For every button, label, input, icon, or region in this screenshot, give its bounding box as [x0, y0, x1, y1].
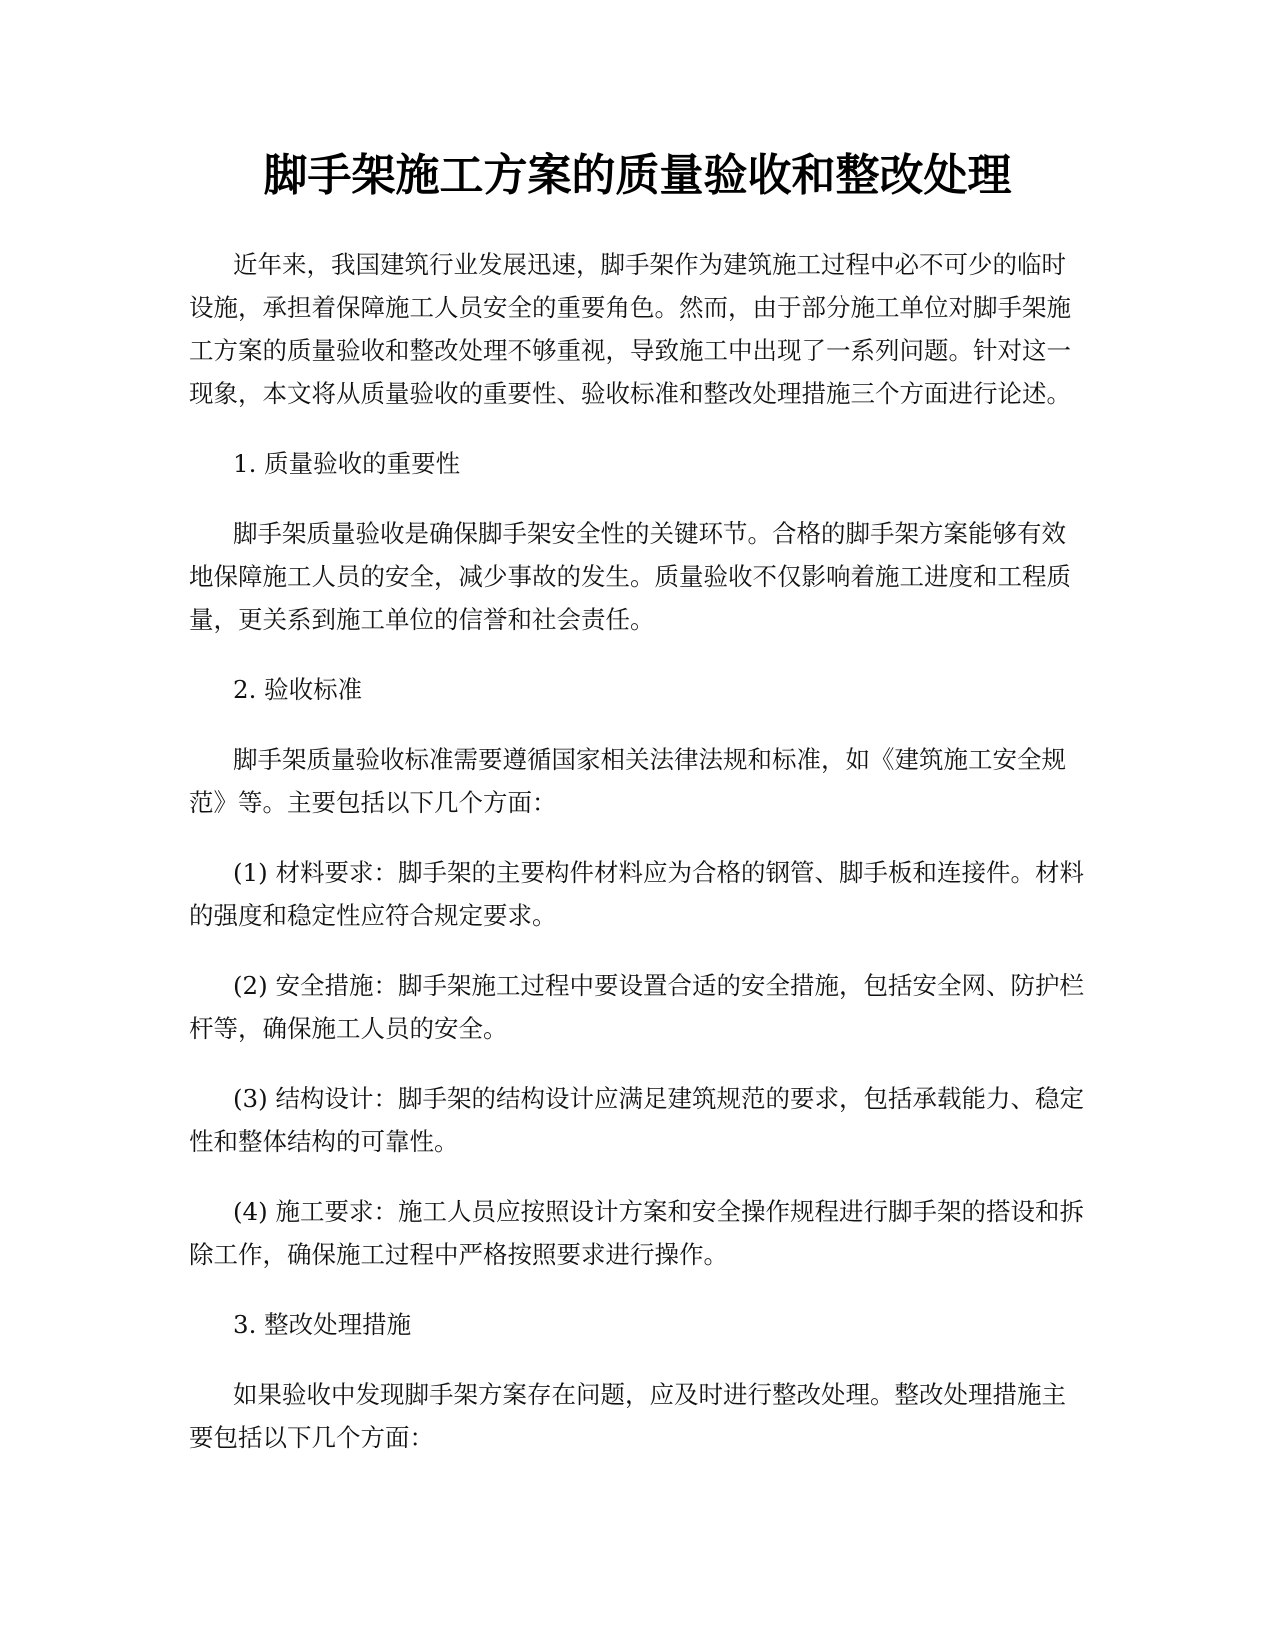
list-item-structure: (3) 结构设计：脚手架的结构设计应满足建筑规范的要求，包括承载能力、稳定性和整体结构的可靠性。	[189, 1084, 1084, 1156]
list-item-construction: (4) 施工要求：施工人员应按照设计方案和安全操作规程进行脚手架的搭设和拆除工作，确保施工过程中严格按照要求进行操作。	[189, 1197, 1084, 1269]
document-body	[189, 243, 1084, 1459]
intro-paragraph: 近年来，我国建筑行业发展迅速，脚手架作为建筑施工过程中必不可少的临时设施，承担着保障施工人员安全的重要角色。然而，由于部分施工单位对脚手架施工方案的质量验收和整改处理不够重视，导致施工中出现了一系列问题。针对这一现象，本文将从质量验收的重要性、验收标准和整改处理措施三个方面进行论述。	[189, 250, 1071, 408]
section-heading-3: 3. 整改处理措施	[233, 1310, 412, 1339]
section-heading-1: 1. 质量验收的重要性	[233, 449, 461, 478]
section-heading-2: 2. 验收标准	[233, 675, 363, 704]
list-item-safety: (2) 安全措施：脚手架施工过程中要设置合适的安全措施，包括安全网、防护栏杆等，确保施工人员的安全。	[189, 971, 1084, 1043]
document-title: 脚手架施工方案的质量验收和整改处理	[263, 150, 1012, 201]
list-item-materials: (1) 材料要求：脚手架的主要构件材料应为合格的钢管、脚手板和连接件。材料的强度和稳定性应符合规定要求。	[189, 858, 1084, 930]
section-2-paragraph: 脚手架质量验收标准需要遵循国家相关法律法规和标准，如《建筑施工安全规范》等。主要包括以下几个方面：	[189, 745, 1066, 817]
section-3-paragraph: 如果验收中发现脚手架方案存在问题，应及时进行整改处理。整改处理措施主要包括以下几个方面：	[189, 1380, 1066, 1452]
section-1-paragraph: 脚手架质量验收是确保脚手架安全性的关键环节。合格的脚手架方案能够有效地保障施工人员的安全，减少事故的发生。质量验收不仅影响着施工进度和工程质量，更关系到施工单位的信誉和社会责任。	[189, 519, 1071, 634]
